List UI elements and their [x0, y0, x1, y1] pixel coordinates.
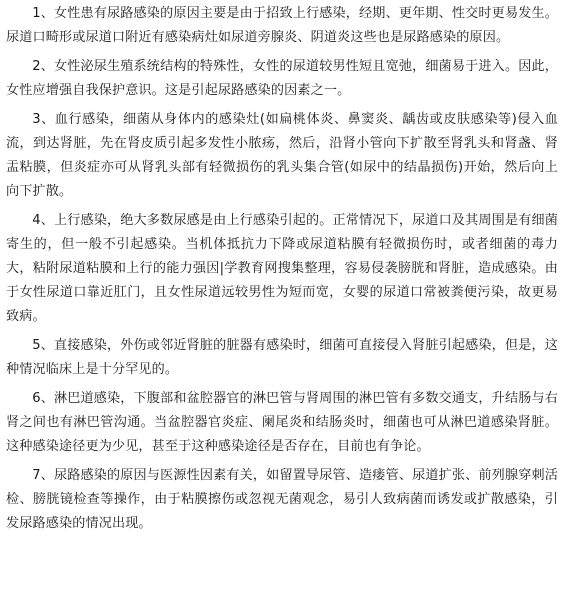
paragraph-4: 4、上行感染，绝大多数尿感是由上行感染引起的。正常情况下，尿道口及其周围是有细菌寄生的，但一般不引起感染。当机体抵抗力下降或尿道粘膜有轻微损伤时，或者细菌的毒力大，粘附尿道粘膜和上行的能力强因|学教育网搜集整理，容易侵袭膀胱和肾脏，造成感染。由于女性尿道口靠近肛门，且女性尿道远较男性为短而宽，女婴的尿道口常被粪便污染，故更易致病。: [6, 213, 558, 324]
paragraph-3: 3、血行感染，细菌从身体内的感染灶(如扁桃体炎、鼻窦炎、龋齿或皮肤感染等)侵入血流，到达肾脏，先在肾皮质引起多发性小脓疡，然后，沿肾小管向下扩散至肾乳头和肾盏、肾盂粘膜，但炎症亦可从肾乳头部有轻微损伤的乳头集合管(如尿中的结晶损伤)开始，然后向上向下扩散。: [6, 112, 558, 199]
paragraph-2: 2、女性泌尿生殖系统结构的特殊性，女性的尿道较男性短且宽弛，细菌易于进入。因此，女性应增强自我保护意识。这是引起尿路感染的因素之一。: [6, 59, 558, 98]
paragraph-5: 5、直接感染，外伤或邻近肾脏的脏器有感染时，细菌可直接侵入肾脏引起感染，但是，这种情况临床上是十分罕见的。: [6, 338, 558, 377]
paragraph-1: 1、女性患有尿路感染的原因主要是由于招致上行感染，经期、更年期、性交时更易发生。尿道口畸形或尿道口附近有感染病灶如尿道旁腺炎、阴道炎这些也是尿路感染的原因。: [6, 6, 558, 45]
paragraph-6: 6、淋巴道感染，下腹部和盆腔器官的淋巴管与肾周围的淋巴管有多数交通支，升结肠与右肾之间也有淋巴管沟通。当盆腔器官炎症、阑尾炎和结肠炎时，细菌也可从淋巴道感染肾脏。这种感染途径更为少见，甚至于这种感染途径是否存在，目前也有争论。: [6, 391, 558, 454]
paragraph-7: 7、尿路感染的原因与医源性因素有关，如留置导尿管、造瘘管、尿道扩张、前列腺穿刺活检、膀胱镜检查等操作，由于粘膜擦伤或忽视无菌观念，易引人致病菌而诱发或扩散感染，引发尿路感染的情况出现。: [6, 468, 558, 531]
